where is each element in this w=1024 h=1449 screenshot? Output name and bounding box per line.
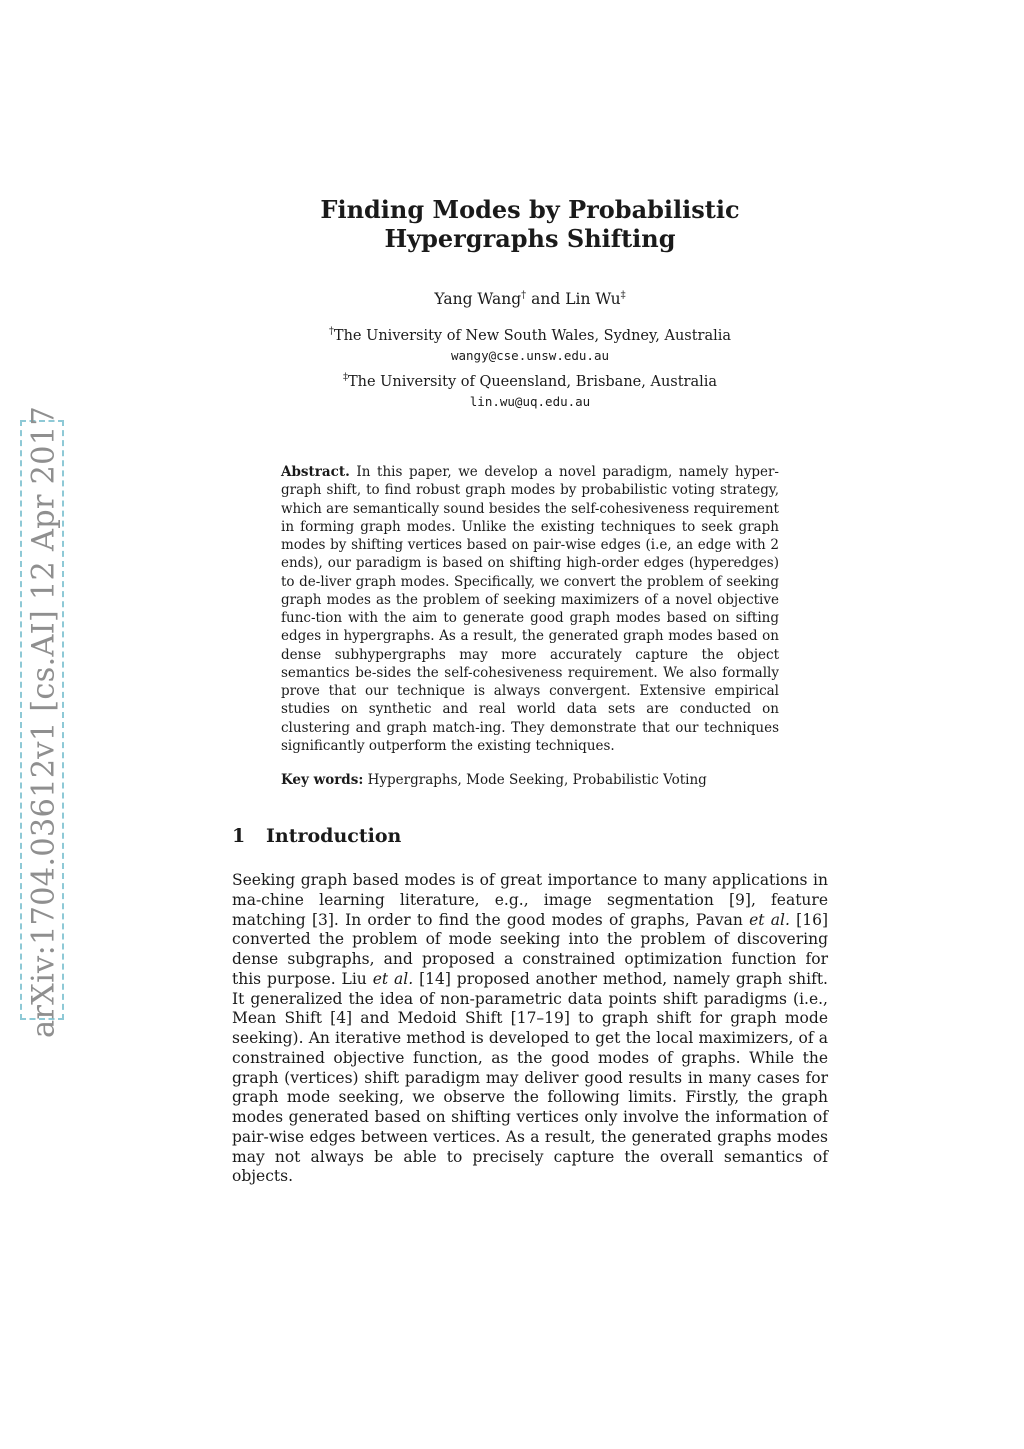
- keywords: [281, 771, 779, 789]
- paragraph-text: Seeking graph based modes is of great importance to many applications in ma-chine learning literature, e.g., image segmentation [9], feature matching [3]. In order to find the good modes of graphs, Pavan: [232, 871, 828, 929]
- affiliation-mark: †: [328, 326, 334, 337]
- affiliation-name: The University of Queensland, Brisbane, Australia: [347, 374, 718, 390]
- affiliation-uq: [230, 373, 830, 411]
- affiliation-unsw: [230, 327, 830, 365]
- section-number: 1: [232, 825, 246, 847]
- affiliation-mark: †: [521, 290, 527, 301]
- section-title: Introduction: [266, 825, 402, 847]
- author-line: [230, 290, 830, 308]
- introduction-paragraph: [232, 871, 828, 1187]
- abstract: [281, 463, 779, 755]
- etal-italic: et al.: [372, 969, 414, 988]
- keywords-label: Key words:: [281, 772, 364, 788]
- arxiv-stamp: [20, 406, 64, 1038]
- affiliation-name: The University of New South Wales, Sydney, Australia: [333, 328, 732, 344]
- abstract-label: Abstract.: [281, 464, 350, 480]
- paper-title: Finding Modes by Probabilistic Hypergraphs Shifting: [320, 195, 740, 253]
- affiliation-mark: ‡: [342, 372, 348, 383]
- etal-italic: et al.: [749, 910, 790, 929]
- author-email: lin.wu@uq.edu.au: [469, 394, 591, 409]
- paragraph-text: [16] converted the problem of mode seeking into the problem of discovering dense subgraphs, and proposed a constrained optimization function for this purpose. Liu: [232, 910, 828, 988]
- abstract-text: In this paper, we develop a novel paradigm, namely hyper-graph shift, to find robust graph modes by probabilistic voting strategy, which are semantically sound besides the self-cohesiveness requirement in forming graph modes. Unlike the existing techniques to seek graph modes by shifting vertices based on pair-wise edges (i.e, an edge with 2 ends), our paradigm is based on shifting high-order edges (hyperedges) to de-liver graph modes. Specifically, we convert the problem of seeking graph modes as the problem of seeking maximizers of a novel objective func-tion with the aim to generate good graph modes based on sifting edges in hypergraphs. As a result, the generated graph modes based on dense subhypergraphs may more accurately capture the object semantics be-sides the self-cohesiveness requirement. We also formally prove that our technique is always convergent. Extensive empirical studies on synthetic and real world data sets are conducted on clustering and graph match-ing. They demonstrate that our techniques significantly outperform the existing techniques.: [281, 464, 779, 754]
- author-conjunction: and: [531, 290, 561, 308]
- arxiv-identifier: arXiv:1704.03612v1 [cs.AI] 12 Apr 2017: [26, 406, 62, 1038]
- affiliation-mark: ‡: [620, 290, 626, 301]
- keywords-text: Hypergraphs, Mode Seeking, Probabilistic Voting: [367, 772, 707, 788]
- author-name: Lin Wu: [565, 290, 621, 308]
- author-name: Yang Wang: [434, 290, 522, 308]
- section-heading: [232, 825, 401, 847]
- paragraph-text: [14] proposed another method, namely graph shift. It generalized the idea of non-parametric data points shift paradigms (i.e., Mean Shift [4] and Medoid Shift [17–19] to graph shift for graph mode seeking). An iterative method is developed to get the local maximizers, of a constrained objective function, as the good modes of graphs. While the graph (vertices) shift paradigm may deliver good results in many cases for graph mode seeking, we observe the following limits. Firstly, the graph modes generated based on shifting vertices only involve the information of pair-wise edges between vertices. As a result, the generated graphs modes may not always be able to precisely capture the overall semantics of objects.: [232, 969, 828, 1186]
- author-email: wangy@cse.unsw.edu.au: [450, 348, 610, 363]
